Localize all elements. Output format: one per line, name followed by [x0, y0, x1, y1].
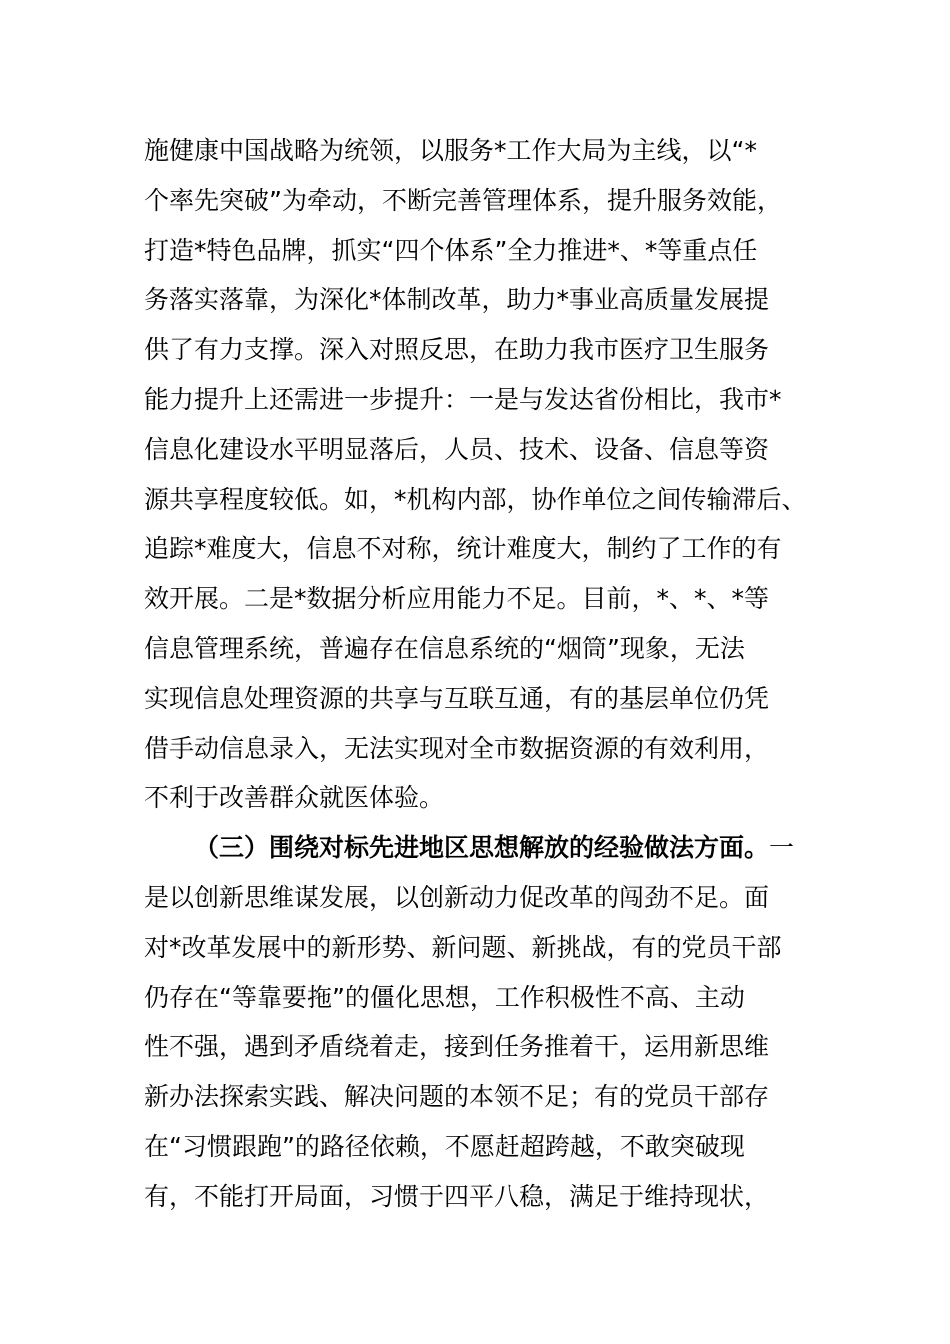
text-line: 有，不能打开局面，习惯于四平八稳，满足于维持现状， [144, 1181, 770, 1211]
text-line: 新办法探索实践、解决问题的本领不足；有的党员干部存 [144, 1082, 770, 1112]
section-heading-line [144, 823, 824, 873]
section-heading: （三）围绕对标先进地区思想解放的经验做法方面。 [194, 833, 770, 863]
text-line: 务落实落靠，为深化*体制改革，助力*事业高质量发展提 [144, 285, 770, 315]
text-line: 追踪*难度大，信息不对称，统计难度大，制约了工作的有 [144, 534, 782, 564]
text-line: 效开展。二是*数据分析应用能力不足。目前，*、*、*等 [144, 584, 770, 614]
text-line: 仍存在“等靠要拖”的僵化思想，工作积极性不高、主动 [144, 982, 745, 1012]
text-line: 信息化建设水平明显落后，人员、技术、设备、信息等资 [144, 434, 770, 464]
body-text [144, 126, 824, 1222]
text-line: 是以创新思维谋发展，以创新动力促改革的闯劲不足。面 [144, 882, 770, 912]
text-line: 实现信息处理资源的共享与互联互通，有的基层单位仍凭 [144, 683, 770, 713]
text-line: 性不强，遇到矛盾绕着走，接到任务推着干，运用新思维 [144, 1032, 770, 1062]
text-line: 对*改革发展中的新形势、新问题、新挑战，有的党员干部 [144, 932, 782, 962]
text-line: 供了有力支撑。深入对照反思，在助力我市医疗卫生服务 [144, 335, 770, 365]
text-line: 源共享程度较低。如，*机构内部，协作单位之间传输滞后、 [144, 484, 807, 514]
text-line: 个率先突破”为牵动，不断完善管理体系，提升服务效能， [144, 185, 782, 215]
text-line: 施健康中国战略为统领，以服务*工作大局为主线，以“* [144, 136, 757, 165]
text-line: 打造*特色品牌，抓实“四个体系”全力推进*、*等重点任 [144, 235, 758, 265]
heading-continuation: 一 [769, 833, 795, 863]
text-line: 能力提升上还需进一步提升：一是与发达省份相比，我市* [144, 384, 782, 414]
text-line: 在“习惯跟跑”的路径依赖，不愿赶超跨越，不敢突破现 [144, 1131, 745, 1161]
text-line: 借手动信息录入，无法实现对全市数据资源的有效利用， [144, 733, 770, 763]
text-line: 信息管理系统，普遍存在信息系统的“烟筒”现象，无法 [144, 633, 745, 663]
text-line: 不利于改善群众就医体验。 [144, 783, 445, 813]
